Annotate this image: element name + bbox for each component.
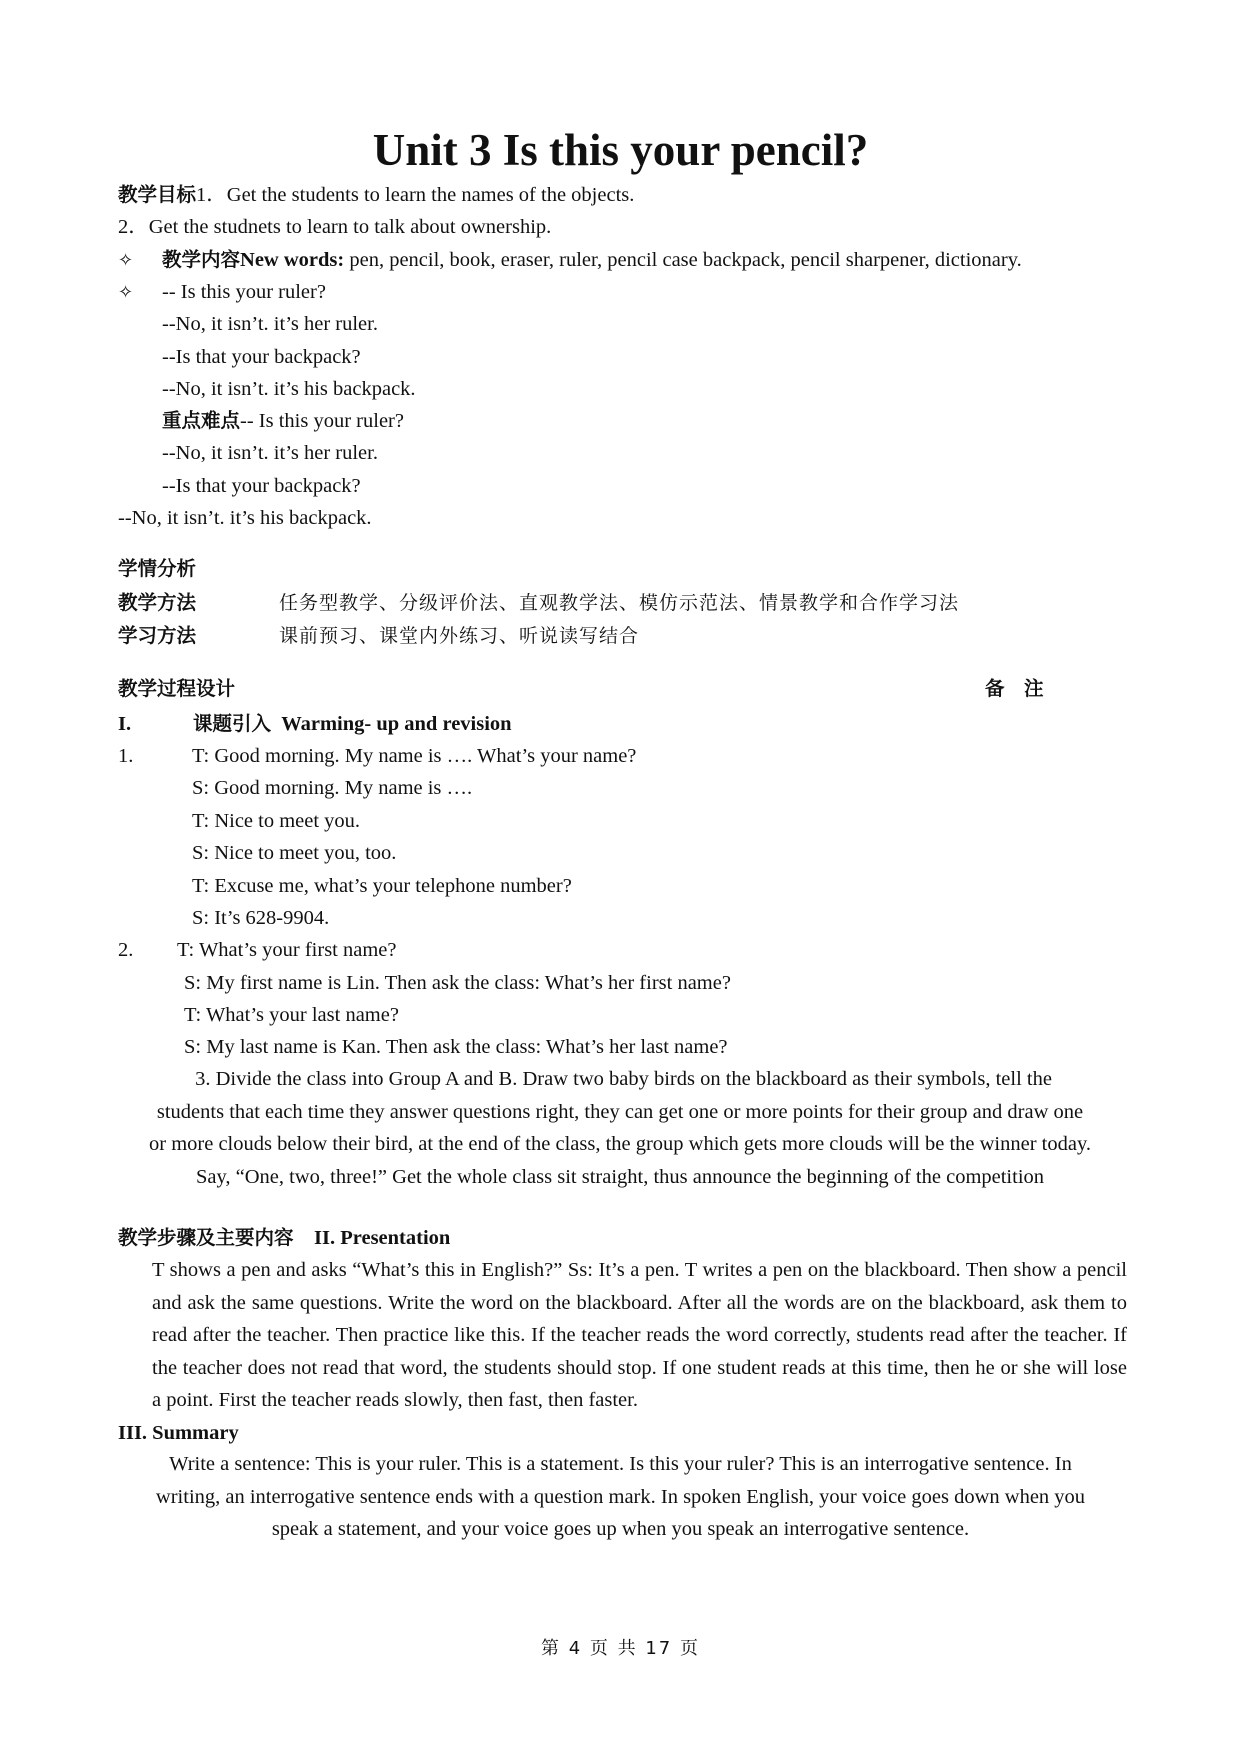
- notes-label: 备 注: [985, 677, 1044, 700]
- key-point: --Is that your backpack?: [162, 475, 361, 497]
- dialog-line: T: Good morning. My name is …. What’s your name?: [192, 745, 637, 767]
- section-2-heading: [118, 1225, 450, 1251]
- student-analysis-label: 学情分析: [118, 557, 197, 580]
- process-label: 教学过程设计: [118, 677, 236, 700]
- content-bullet-1: [118, 247, 133, 274]
- objective-1: 1．Get the students to learn the names of the objects.: [196, 184, 635, 206]
- key-points-label: 重点难点: [162, 409, 241, 432]
- learning-method-label: 学习方法: [118, 624, 197, 647]
- section-2-label-cn: 教学步骤及主要内容: [118, 1226, 294, 1249]
- dialog-line: T: Nice to meet you.: [192, 810, 361, 832]
- bullet-icon: ✧: [118, 282, 134, 303]
- dialog-line: S: Good morning. My name is ….: [192, 777, 473, 799]
- dialog-line: S: Nice to meet you, too.: [192, 842, 397, 864]
- dialog-line: T: What’s your last name?: [184, 1004, 399, 1026]
- page-title: Unit 3 Is this your pencil?: [372, 125, 869, 175]
- dialog-line: --No, it isn’t. it’s his backpack.: [162, 378, 416, 400]
- bullet-icon: ✧: [118, 250, 134, 271]
- paragraph-line: Write a sentence: This is your ruler. This is a statement. Is this your ruler? This is an interrogative sentence. In: [169, 1453, 1072, 1475]
- section-1-label-en: Warming- up and revision: [281, 713, 512, 735]
- learning-method: 课前预习、课堂内外练习、听说读写结合: [279, 625, 640, 647]
- paragraph-line: speak a statement, and your voice goes up when you speak an interrogative sentence.: [271, 1518, 970, 1540]
- section-1-number: I.: [118, 713, 132, 735]
- objectives-label: 教学目标: [118, 183, 197, 206]
- section-3-label: III. Summary: [118, 1422, 239, 1444]
- summary-paragraph: [118, 1448, 1123, 1546]
- item-1-number: 1.: [118, 745, 134, 767]
- content-bullet-2: [118, 279, 133, 306]
- new-words: pen, pencil, book, eraser, ruler, pencil case backpack, pencil sharpener, dictionary.: [349, 249, 1022, 271]
- teaching-method-label: 教学方法: [118, 591, 197, 614]
- new-words-line: [162, 247, 1022, 273]
- section-1-label-cn: 课题引入: [193, 712, 272, 735]
- presentation-paragraph: T shows a pen and asks “What’s this in English?” Ss: It’s a pen. T writes a pen on the blackboard. Then show a pencil and ask the same questions. Write the word on the blackboard. After all the words are on the blackboard, ask them to read after the teacher. Then practice like this. If the teacher reads the word correctly, students read after the teacher. If the teacher does not read that word, the students should stop. If one student reads at this time, then he or she will lose a point. First the teacher reads slowly, then fast, then faster.: [152, 1259, 1127, 1411]
- dialog-line: --No, it isn’t. it’s her ruler.: [162, 313, 378, 335]
- dialog-line: S: My first name is Lin. Then ask the class: What’s her first name?: [184, 972, 731, 994]
- paragraph-line: 3. Divide the class into Group A and B. Draw two baby birds on the blackboard as their symbols, tell the: [195, 1068, 1052, 1090]
- new-words-label: New words:: [240, 249, 345, 271]
- dialog-line: S: My last name is Kan. Then ask the class: What’s her last name?: [184, 1036, 728, 1058]
- key-point: --No, it isn’t. it’s her ruler.: [162, 442, 378, 464]
- dialog-line: --Is that your backpack?: [162, 346, 361, 368]
- page-footer: 第 4 页 共 17 页: [541, 1638, 700, 1659]
- paragraph-line: students that each time they answer questions right, they can get one or more points for their group and draw one: [156, 1100, 1084, 1123]
- item-2-number: 2.: [118, 939, 134, 961]
- dialog-line: -- Is this your ruler?: [162, 281, 326, 303]
- section-1-heading: [193, 711, 512, 737]
- teaching-method: 任务型教学、分级评价法、直观教学法、模仿示范法、情景教学和合作学习法: [279, 592, 960, 614]
- key-point: -- Is this your ruler?: [240, 410, 404, 432]
- key-point: --No, it isn’t. it’s his backpack.: [118, 507, 372, 529]
- paragraph-line: or more clouds below their bird, at the end of the class, the group which gets more clouds will be the winner today.: [149, 1133, 1091, 1155]
- dialog-line: T: What’s your first name?: [177, 939, 397, 961]
- item-3-paragraph: [110, 1063, 1130, 1193]
- dialog-line: T: Excuse me, what’s your telephone number?: [192, 875, 572, 897]
- objectives-line-1: [118, 182, 634, 208]
- content-label: 教学内容: [162, 248, 241, 271]
- paragraph-line: Say, “One, two, three!” Get the whole class sit straight, thus announce the beginning of the competition: [195, 1165, 1045, 1188]
- key-points-line: [162, 408, 404, 434]
- dialog-line: S: It’s 628-9904.: [192, 907, 330, 929]
- objective-2: 2．Get the studnets to learn to talk about ownership.: [118, 216, 552, 238]
- paragraph-line: writing, an interrogative sentence ends with a question mark. In spoken English, your voice goes down when you: [155, 1485, 1086, 1508]
- section-2-label-en: II. Presentation: [314, 1227, 451, 1249]
